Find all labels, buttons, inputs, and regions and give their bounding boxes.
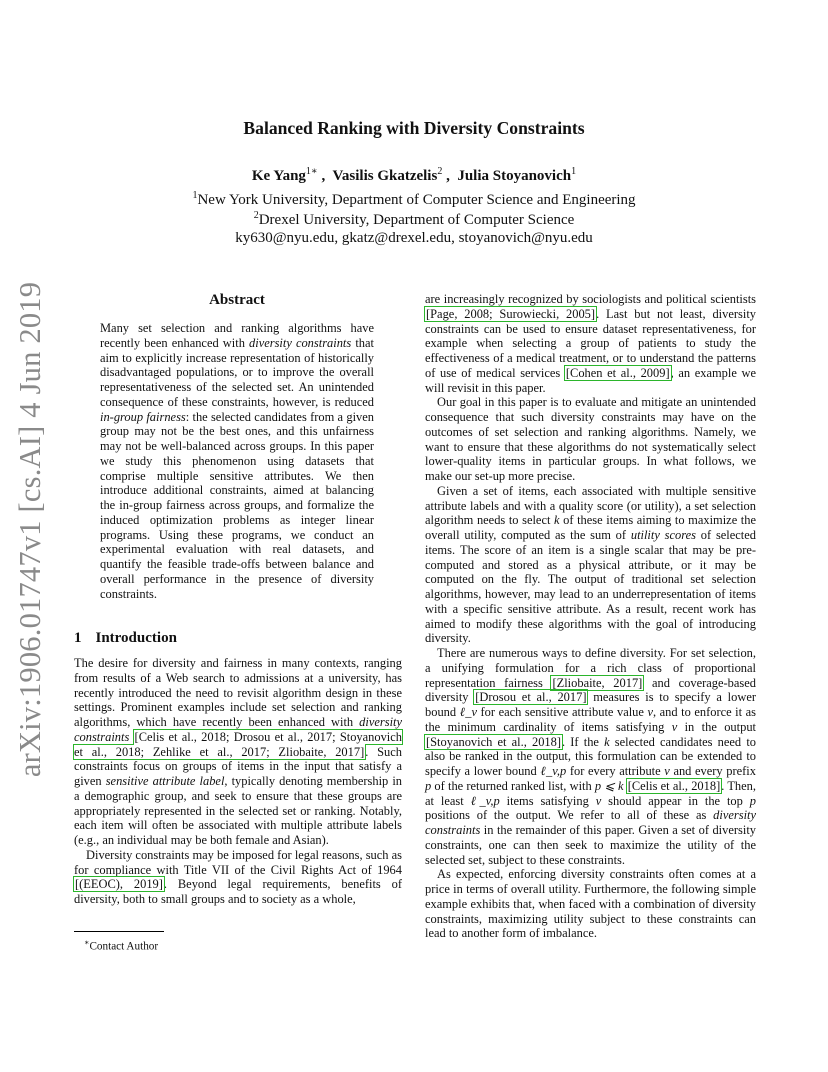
- author-superscript: 2: [437, 166, 443, 177]
- paragraph: Given a set of items, each associated with multiple sensitive attribute labels and with a quality score (or utility), a set selection algorithm needs to select k of these items aiming to maximize the overall utility, computed as the sum of utility scores of selected items. The score of an item is a single scalar that may be pre-computed and stored as a physical attribute, or it may be computed on the fly. The output of traditional set selection algorithms, however, may lead to an underrepresentation of items with a specific sensitive attribute. As a result, recent work has aimed to modify these algorithms with the goal of introducing diversity.: [425, 483, 756, 646]
- affiliation-line: [0, 210, 828, 229]
- affiliation-text: New York University, Department of Computer Science and Engineering: [197, 192, 636, 208]
- affiliation-line: [0, 190, 828, 209]
- author-superscript: 1: [571, 166, 577, 177]
- paragraph: Diversity constraints may be imposed for legal reasons, such as for compliance with Title VII of the Civil Rights Act of 1964 [(EEOC), 2019]. Beyond legal requirements, benefits of diversity, both to small groups and to society as a whole,: [74, 847, 402, 906]
- citation-link[interactable]: [Celis et al., 2018]: [627, 778, 721, 793]
- author-name: Ke Yang: [251, 168, 306, 184]
- author-emails: ky630@nyu.edu, gkatz@drexel.edu, stoyanovich@nyu.edu: [235, 230, 593, 246]
- paragraph: Our goal in this paper is to evaluate and mitigate an unintended consequence that such diversity constraints may have on the outcomes of set selection and ranking algorithms. Namely, we want to ensure that these algorithms do not systematically select lower-quality items in particular groups. In what follows, we make our set-up more precise.: [425, 395, 756, 483]
- citation-link[interactable]: [Drosou et al., 2017]: [475, 690, 587, 705]
- citation-link[interactable]: [Celis et al., 2018; Drosou et al., 2017; Stoyanovich et al., 2018; Zehlike et al., 2017; Zliobaite, 2017]: [74, 729, 403, 759]
- left-column-body: [74, 656, 402, 907]
- citation-link[interactable]: [Stoyanovich et al., 2018]: [426, 734, 562, 749]
- abstract-body: Many set selection and ranking algorithms have recently been enhanced with diversity constraints that aim to explicitly increase representation of historically disadvantaged populations, or to improve the overall representativeness of the selected set. An unintended consequence of these constraints, however, is reduced in-group fairness: the selected candidates from a given group may not be the best ones, and this unfairness may not be well-balanced across groups. In this paper we study this phenomenon using datasets that comprise multiple sensitive attributes. We then introduce additional constraints, aimed at balancing the in-group fairness across groups, and formalize the induced optimization problems as integer linear programs. Using these programs, we conduct an experimental evaluation with real datasets, and quantify the feasible trade-offs between balance and overall performance in the presence of diversity constraints.: [100, 321, 374, 601]
- footnote-rule: [74, 931, 164, 932]
- citation-link[interactable]: [Cohen et al., 2009]: [565, 365, 670, 380]
- paragraph: There are numerous ways to define diversity. For set selection, a unifying formulation for a rich class of proportional representation fairness [Zliobaite, 2017] and coverage-based diversity [Drosou et al., 2017] measures is to specify a lower bound ℓ_v for each sensitive attribute value v, and to enforce it as the minimum cardinality of items satisfying v in the output [Stoyanovich et al., 2018]. If the k selected candidates need to also be ranked in the output, this formulation can be extended to specify a lower bound ℓ_v,p for every attribute v and every prefix p of the returned ranked list, with p ⩽ k [Celis et al., 2018]. Then, at least ℓ_v,p items satisfying v should appear in the top p positions of the output. We refer to all of these as diversity constraints in the remainder of this paper. Given a set of diversity constraints, one can then seek to maximize the utility of the selected set, subject to these constraints.: [425, 646, 757, 867]
- citation-link[interactable]: [(EEOC), 2019]: [75, 877, 163, 892]
- citation-link[interactable]: [Page, 2008; Surowiecki, 2005]: [426, 306, 596, 321]
- author-superscript: 1∗: [305, 166, 318, 177]
- abstract-heading: Abstract: [209, 292, 265, 308]
- author-list: Ke Yang$^{1∗}$ , Vasilis Gkatzelis$^2$ , Julia Stoyanovich$^1$: [251, 166, 577, 184]
- section-heading: [74, 630, 177, 647]
- section-number: 1: [74, 630, 82, 646]
- arxiv-identifier-stamp: [2, 281, 60, 777]
- citation-link[interactable]: [Zliobaite, 2017]: [552, 675, 643, 690]
- arxiv-identifier-text: arXiv:1906.01747v1 [cs.AI] 4 Jun 2019: [13, 281, 48, 777]
- paragraph: are increasingly recognized by sociologists and political scientists [Page, 2008; Surowiecki, 2005]. Last but not least, diversity constraints can be used to ensure dataset representativeness, for example when selecting a group of patients to study the effectiveness of a medical treatment, or to understand the patterns of use of medical services [Cohen et al., 2009], an example we will revisit in this paper.: [425, 292, 756, 395]
- paragraph: The desire for diversity and fairness in many contexts, ranging from results of a Web search to admissions at a university, has recently introduced the need to revisit algorithm design in these settings. Prominent examples include set selection and ranking algorithms, which have recently been enhanced with diversity constraints [Celis et al., 2018; Drosou et al., 2017; Stoyanovich et al., 2018; Zehlike et al., 2017; Zliobaite, 2017]. Such constraints focus on groups of items in the input that satisfy a given sensitive attribute label, typically denoting membership in a demographic group, and seek to ensure that these groups are appropriately represented in the selected set or ranking. Notably, each item will often be associated with multiple attribute labels (e.g., an individual may be both female and Asian).: [74, 656, 403, 847]
- affiliation-text: Drexel University, Department of Computer Science: [258, 212, 575, 228]
- author-name: Julia Stoyanovich: [457, 168, 572, 184]
- footnote: ∗Contact Author: [84, 938, 159, 953]
- affiliation-superscript: 1: [192, 190, 198, 201]
- right-column-body: [425, 292, 756, 941]
- paragraph: As expected, enforcing diversity constraints often comes at a price in terms of overall utility. Furthermore, the following simple example exhibits that, when faced with a combination of diversity constraints, maximizing utility subject to these constraints can lead to another form of imbalance.: [425, 867, 756, 941]
- paper-title: Balanced Ranking with Diversity Constraints: [243, 118, 585, 138]
- section-title: Introduction: [95, 630, 177, 646]
- author-name: Vasilis Gkatzelis: [332, 168, 438, 184]
- affiliation-superscript: 2: [253, 210, 259, 221]
